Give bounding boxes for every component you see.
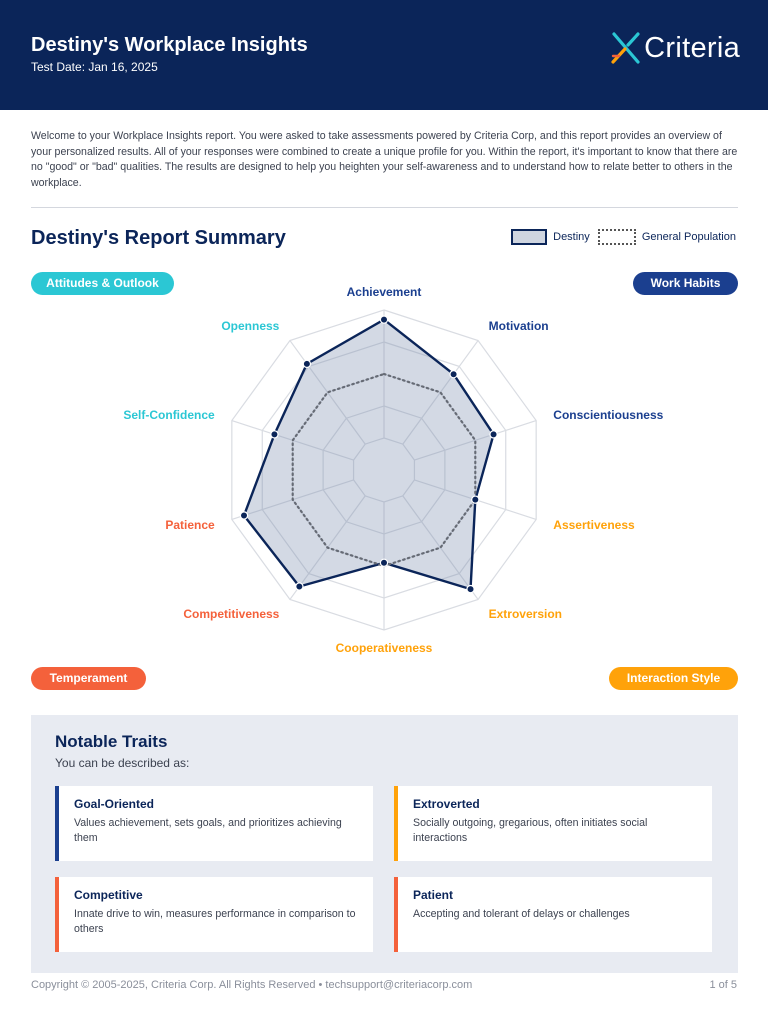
data-point-motivation [450, 371, 457, 378]
intro-paragraph: Welcome to your Workplace Insights report. You were asked to take assessments powered by Criteria Corp, and this report provides an overview of your personalized results. All of your responses were combined to create a unique profile for you. Within the report, it's important to know that there are no "good" or "bad" qualities. The results are designed to help you heighten your self-awareness and to understand how to relate better to others in the workplace. [31, 130, 738, 189]
data-point-openness [303, 360, 310, 367]
axis-label-self-confidence: Self-Confidence [123, 407, 215, 422]
criteria-x-logo-icon [610, 31, 642, 65]
legend-label-population: General Population [641, 231, 736, 243]
footer-copyright: Copyright © 2005-2025, Criteria Corp. All Rights Reserved • techsupport@criteriacorp.com [31, 979, 473, 991]
footer-page-number: 1 of 5 [709, 979, 737, 991]
data-point-assertiveness [472, 496, 479, 503]
trait-title: Competitive [74, 888, 143, 902]
series-destiny-area [244, 320, 494, 589]
logo-wordmark: Criteria [644, 31, 740, 64]
data-point-cooperativeness [380, 559, 387, 566]
axis-label-openness: Openness [221, 318, 280, 333]
data-point-self-confidence [271, 431, 278, 438]
trait-description: Values achievement, sets goals, and prioritizes achieving them [74, 817, 342, 844]
group-pill-attitudes: Attitudes & Outlook [31, 272, 174, 295]
report-header [0, 0, 768, 110]
trait-description: Socially outgoing, gregarious, often initiates social interactions [413, 817, 648, 844]
data-point-achievement [380, 316, 387, 323]
report-title: Destiny's Workplace Insights [31, 34, 308, 56]
trait-title: Extroverted [413, 797, 480, 811]
legend-swatch-population [598, 229, 636, 245]
group-pill-work-habits: Work Habits [633, 272, 738, 295]
axis-label-extroversion: Extroversion [488, 607, 562, 622]
trait-description: Innate drive to win, measures performance in comparison to others [74, 908, 356, 935]
axis-label-competitiveness: Competitiveness [183, 607, 280, 622]
summary-title: Destiny's Report Summary [31, 227, 286, 249]
axis-label-achievement: Achievement [346, 285, 422, 299]
trait-description: Accepting and tolerant of delays or challenges [413, 908, 630, 920]
traits-title: Notable Traits [55, 732, 168, 751]
data-point-conscientiousness [490, 431, 497, 438]
criteria-logo [610, 28, 740, 68]
axis-label-conscientiousness: Conscientiousness [553, 407, 664, 422]
trait-card-patient [394, 877, 712, 952]
axis-label-cooperativeness: Cooperativeness [335, 641, 433, 655]
axis-label-patience: Patience [165, 518, 215, 533]
group-pill-interaction: Interaction Style [609, 667, 738, 690]
axis-label-motivation: Motivation [488, 318, 549, 333]
legend-swatch-destiny [511, 229, 547, 245]
section-divider [31, 207, 738, 208]
radar-chart [0, 280, 768, 680]
data-point-extroversion [467, 585, 474, 592]
test-date: Test Date: Jan 16, 2025 [31, 60, 158, 74]
data-point-patience [240, 512, 247, 519]
trait-card-goal-oriented [55, 786, 373, 861]
trait-title: Patient [413, 888, 454, 902]
trait-card-competitive [55, 877, 373, 952]
trait-card-extroverted [394, 786, 712, 861]
axis-label-assertiveness: Assertiveness [553, 518, 635, 533]
chart-legend [511, 229, 736, 245]
traits-subtitle: You can be described as: [55, 756, 190, 770]
notable-traits-panel [31, 715, 738, 973]
legend-label-destiny: Destiny [553, 231, 590, 243]
data-point-competitiveness [296, 583, 303, 590]
group-pill-temperament: Temperament [31, 667, 146, 690]
trait-title: Goal-Oriented [74, 797, 155, 811]
